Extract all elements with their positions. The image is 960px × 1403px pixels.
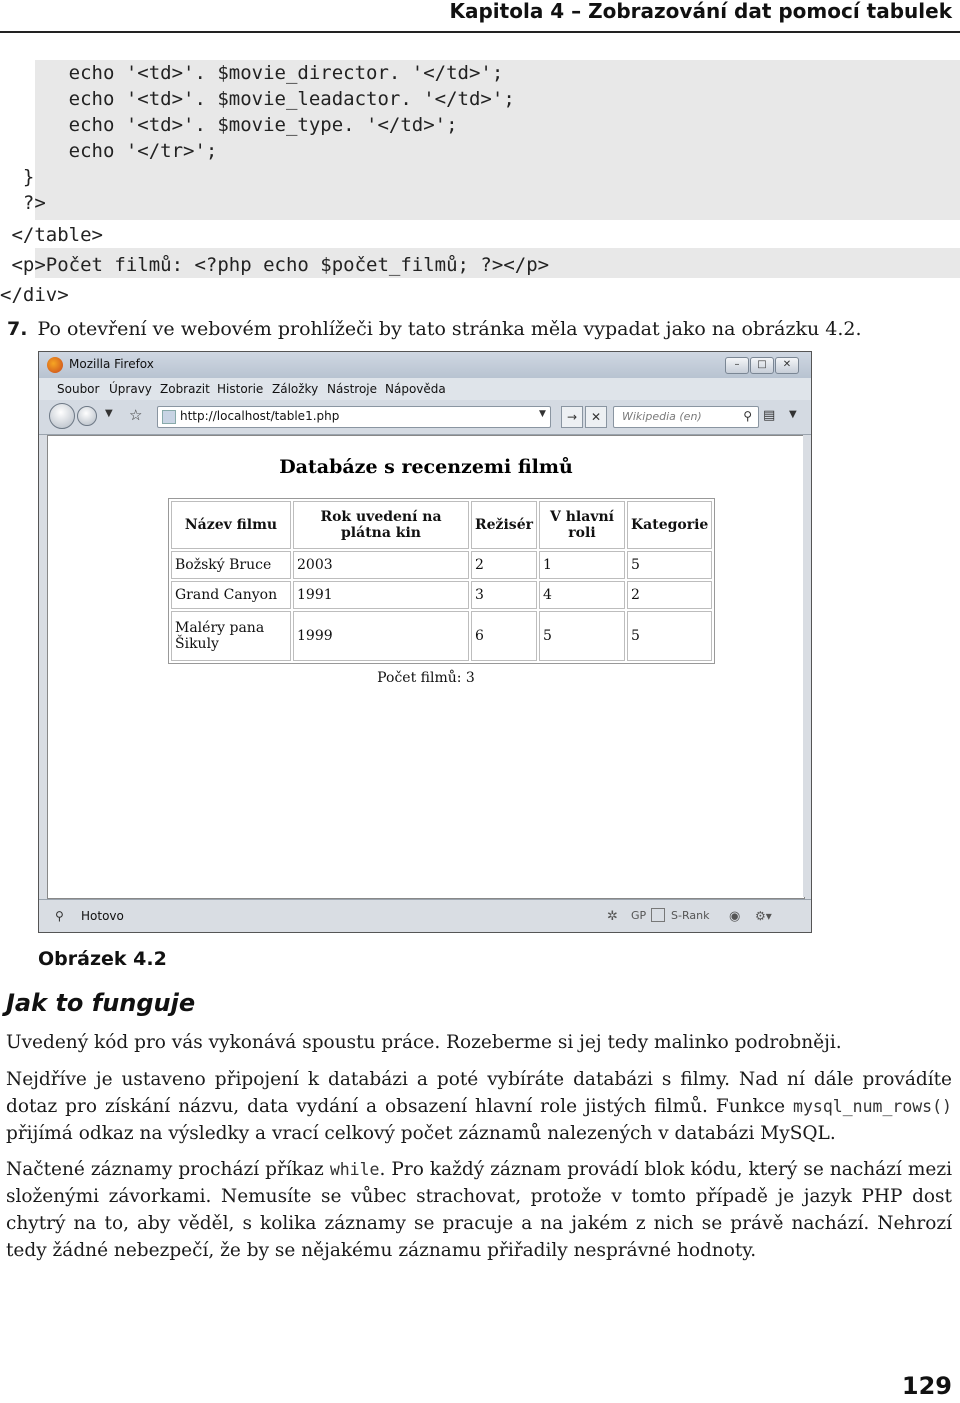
bug-icon[interactable]: ✲ xyxy=(607,909,618,924)
step-number: 7. xyxy=(7,318,28,340)
status-bar xyxy=(39,899,811,933)
step-text: Po otevření ve webovém prohlížeči by tato stránka měla vypadat jako na obrázku 4.2. xyxy=(37,318,862,340)
inline-code: mysql_num_rows() xyxy=(793,1097,952,1116)
url-dropdown-icon[interactable]: ▼ xyxy=(539,409,546,419)
search-placeholder: Wikipedia (en) xyxy=(622,410,702,423)
code-line: </table> xyxy=(0,224,103,246)
h-icon[interactable] xyxy=(651,908,665,922)
table-cell: 2 xyxy=(627,581,712,609)
paragraph-text: Uvedený kód pro vás vykonává spoustu práce. Rozeberme si jej tedy malinko podrobněji. xyxy=(6,1032,842,1053)
tools-icon[interactable]: ⚙▾ xyxy=(755,909,772,923)
table-cell: 3 xyxy=(471,581,537,609)
table-row xyxy=(171,581,712,609)
page-icon xyxy=(162,410,176,424)
maximize-icon[interactable]: □ xyxy=(750,357,774,374)
settings-icon[interactable]: ◉ xyxy=(729,909,741,924)
search-icon[interactable]: ⚲ xyxy=(743,409,752,423)
paragraph-2 xyxy=(6,1066,952,1147)
paragraph-text: přijímá odkaz na výsledky a vrací celkový počet záznamů nalezených v databázi MySQL. xyxy=(6,1123,836,1144)
table-cell: 4 xyxy=(539,581,625,609)
table-row xyxy=(171,551,712,579)
movies-table xyxy=(168,498,715,664)
address-bar[interactable] xyxy=(157,406,551,428)
url-text: http://localhost/table1.php xyxy=(180,409,340,423)
status-text: Hotovo xyxy=(81,909,124,923)
column-header: Název filmu xyxy=(171,501,291,549)
table-cell: 5 xyxy=(627,611,712,661)
table-cell: 2 xyxy=(471,551,537,579)
menu-item[interactable]: Úpravy xyxy=(109,382,152,396)
menu-item[interactable]: Záložky xyxy=(272,382,319,396)
window-title: Mozilla Firefox xyxy=(69,357,154,371)
menu-bar xyxy=(39,378,811,400)
movie-count: Počet filmů: 3 xyxy=(377,670,475,686)
table-cell: 5 xyxy=(539,611,625,661)
table-cell: 1991 xyxy=(293,581,469,609)
table-cell: 2003 xyxy=(293,551,469,579)
search-box[interactable] xyxy=(613,406,759,428)
code-line: echo '<td>'. $movie_director. '</td>'; xyxy=(0,62,504,84)
code-line: ?> xyxy=(0,192,46,214)
go-button[interactable]: → xyxy=(561,406,583,428)
close-icon[interactable]: ✕ xyxy=(775,357,799,374)
code-line: </div> xyxy=(0,284,69,306)
history-dropdown-icon[interactable]: ▼ xyxy=(105,408,113,419)
table-cell: Božský Bruce xyxy=(171,551,291,579)
gp-label[interactable]: GP xyxy=(631,909,647,922)
table-cell: Grand Canyon xyxy=(171,581,291,609)
page-number: 129 xyxy=(901,1372,952,1400)
page-heading: Databáze s recenzemi filmů xyxy=(279,456,573,478)
table-cell: 1999 xyxy=(293,611,469,661)
scrollbar[interactable] xyxy=(803,435,811,897)
star-icon[interactable]: ☆ xyxy=(129,406,143,424)
column-header: V hlavní roli xyxy=(539,501,625,549)
code-line: echo '<td>'. $movie_leadactor. '</td>'; xyxy=(0,88,515,110)
paragraph-text: Načtené záznamy prochází příkaz xyxy=(6,1159,330,1180)
column-header: Režisér xyxy=(471,501,537,549)
rank-label[interactable]: S-Rank xyxy=(671,909,710,922)
code-line: echo '<td>'. $movie_type. '</td>'; xyxy=(0,114,458,136)
table-header-row xyxy=(171,501,712,549)
minimize-icon[interactable]: – xyxy=(725,357,749,374)
chapter-title: Kapitola 4 – Zobrazování dat pomocí tabulek xyxy=(449,0,952,23)
back-button[interactable] xyxy=(49,403,75,429)
table-cell: Maléry pana Šikuly xyxy=(171,611,291,661)
menu-item[interactable]: Zobrazit xyxy=(160,382,210,396)
table-row xyxy=(171,611,712,661)
table-cell: 1 xyxy=(539,551,625,579)
tools-dropdown-icon[interactable]: ▼ xyxy=(789,409,797,420)
page-menu-icon[interactable]: ▤ xyxy=(763,408,776,423)
stop-button[interactable]: ✕ xyxy=(585,406,607,428)
browser-screenshot xyxy=(38,351,812,933)
figure-caption: Obrázek 4.2 xyxy=(38,948,167,970)
table-cell: 5 xyxy=(627,551,712,579)
paragraph-text: Nejdříve je ustaveno připojení k databázi a poté vybíráte databázi s filmy. Nad ní dále provádíte dotaz pro získání názvu, data vydání a obsazení hlavní role jistých filmů. Funkce xyxy=(6,1069,952,1117)
page-header xyxy=(0,0,960,33)
page-viewport xyxy=(47,435,805,899)
table-cell: 6 xyxy=(471,611,537,661)
paragraph-1 xyxy=(6,1029,952,1056)
paragraph-3 xyxy=(6,1156,952,1264)
firefox-logo-icon xyxy=(47,357,63,373)
navigation-toolbar xyxy=(39,400,811,435)
column-header: Kategorie xyxy=(627,501,712,549)
menu-item[interactable]: Soubor xyxy=(57,382,100,396)
search-icon: ⚲ xyxy=(55,909,64,923)
menu-item[interactable]: Nástroje xyxy=(327,382,378,396)
inline-code: while xyxy=(329,1160,380,1179)
section-title: Jak to funguje xyxy=(6,989,196,1017)
menu-item[interactable]: Nápověda xyxy=(385,382,446,396)
menu-item[interactable]: Historie xyxy=(217,382,264,396)
step-7 xyxy=(7,318,862,340)
code-line: echo '</tr>'; xyxy=(0,140,218,162)
code-line: } xyxy=(0,166,35,188)
forward-button[interactable] xyxy=(77,406,97,426)
window-titlebar xyxy=(39,352,811,378)
paragraph-text: . Pro každý záznam provádí blok kódu, který se nachází mezi složenými závorkami. Nemusíte se vůbec strachovat, protože v tomto případě je jazyk PHP dost chytrý na to, aby věděl, s kolika záznamy se pracuje a na jakém z nich se právě nachází. Nehrozí tedy žádné nebezpečí, že by se nějakému záznamu přiřadily nesprávné hodnoty. xyxy=(6,1159,952,1261)
code-line: <p>Počet filmů: <?php echo $počet_filmů; ?></p> xyxy=(0,254,550,276)
column-header: Rok uvedení na plátna kin xyxy=(293,501,469,549)
